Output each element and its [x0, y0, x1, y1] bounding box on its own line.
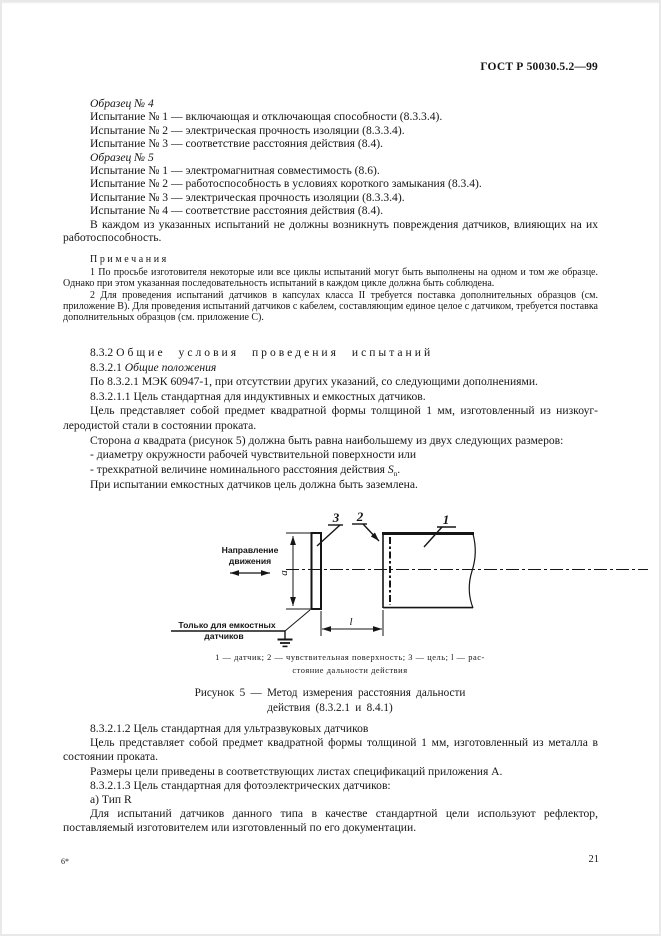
- paragraph-grounded: При испытании емкостных датчиков цель должна быть заземлена.: [90, 478, 418, 492]
- signature-mark: 6*: [61, 857, 69, 866]
- paragraph-target-sizes: Размеры цели приведены в соответствующих листах спецификаций приложения А.: [90, 764, 503, 778]
- direction-label-line1: Направление: [221, 545, 279, 555]
- dimension-l-label: l: [349, 616, 353, 628]
- sample-5-test-3: Испытание № 3 — электрическая прочность изоляции (8.3.3.4).: [90, 190, 405, 204]
- earth-ground-icon: [278, 631, 293, 646]
- page-number: 21: [588, 854, 599, 865]
- figure-caption-line1: Рисунок 5 — Метод измерения расстояния дальности: [194, 687, 466, 699]
- section-after-figure: [63, 722, 598, 836]
- paragraph-83213: 8.3.2.1.3 Цель стандартная для фотоэлектрических датчиков:: [90, 778, 391, 792]
- note-2: 2 Для проведения испытаний датчиков в капсулах класса II требуется поставка дополнительных образцов (см. приложение В). Для проведения испытаний датчиков с кабелем, составляющим единое целое с датчиком, требуется поставка дополнительных образцов (см. приложение С).: [63, 289, 598, 324]
- figure-legend-line1: 1 — датчик; 2 — чувствительная поверхность; 3 — цель; l — рас-: [215, 653, 485, 662]
- paragraph-target: Цель представляет собой предмет квадратной формы толщиной 1 мм, изготовленный из низкоуглеродистой стали в состоянии проката.: [63, 404, 598, 432]
- paragraph-reflector: Для испытаний датчиков данного типа в качестве стандартной цели используют рефлектор, поставляемый изготовителем или изготовленный по его документации.: [63, 807, 598, 835]
- figure5-diagram: [170, 503, 660, 653]
- dimension-a-label: a: [278, 570, 290, 576]
- sample-5-test-4: Испытание № 4 — соответствие расстояния действия (8.4).: [90, 204, 383, 218]
- section-832-block: [63, 346, 598, 493]
- subsection-title: Общие положения: [124, 360, 217, 374]
- ground-note-line1: Только для емкостных: [178, 620, 276, 630]
- samples-block: [63, 97, 598, 244]
- figure-legend: [90, 652, 610, 677]
- figure-caption: [80, 686, 580, 715]
- notes-heading: Примечания: [90, 254, 169, 265]
- paragraph-83211: 8.3.2.1.1 Цель стандартная для индуктивных и емкостных датчиков.: [90, 389, 426, 403]
- sample-5-title: Образец № 5: [90, 150, 154, 164]
- direction-annotation: [222, 545, 279, 573]
- list-item-triple: - трехкратной величине номинального расстояния действия $S_n$.: [90, 462, 401, 478]
- samples-conclusion: В каждом из указанных испытаний не должны возникнуть повреждения датчиков, влияющих на их работоспособность.: [63, 217, 598, 245]
- paragraph-side: Сторона а квадрата (рисунок 5) должна быть равна наибольшему из двух следующих размеров:: [90, 433, 564, 447]
- dimension-l: [321, 610, 383, 636]
- callout-2: [352, 509, 379, 541]
- section-title: Общие условия проведения испытаний: [116, 346, 434, 359]
- paragraph-83212: 8.3.2.1.2 Цель стандартная для ультразвуковых датчиков: [90, 722, 369, 735]
- section-heading-832: [63, 346, 598, 361]
- paragraph-metal-target: Цель представляет собой предмет квадратной формы толщиной 1 мм, изготовленный из металла в состоянии проката.: [63, 736, 598, 764]
- figure-caption-line2: действия (8.3.2.1 и 8.4.1): [267, 701, 393, 714]
- ground-annotation: [171, 610, 310, 646]
- dimension-a: [278, 533, 311, 609]
- paragraph-type-r: а) Тип R: [90, 793, 132, 807]
- note-1: 1 По просьбе изготовителя некоторые или все циклы испытаний могут быть выполнены на одном и том же образце. Однако при этом указанная последовательность испытаний в каждом цикле должна быть соблюдена.: [63, 267, 598, 290]
- sample-5-test-1: Испытание № 1 — электромагнитная совместимость (8.6).: [90, 164, 380, 178]
- ground-note-line2: датчиков: [204, 631, 244, 641]
- symbol-sn: S: [387, 462, 394, 476]
- direction-label-line2: движения: [228, 556, 272, 566]
- paragraph-iec: По 8.3.2.1 МЭК 60947-1, при отсутствии других указаний, со следующими дополнениями.: [90, 375, 538, 389]
- sample-4-test-3: Испытание № 3 — соответствие расстояния действия (8.4).: [90, 137, 383, 151]
- sample-5-test-2: Испытание № 2 — работоспособность в условиях короткого замыкания (8.3.4).: [90, 177, 482, 191]
- svg-text:3: 3: [332, 510, 340, 525]
- sample-4-test-1: Испытание № 1 — включающая и отключающая способности (8.3.3.4).: [90, 110, 443, 124]
- section-heading-8321: [63, 361, 598, 376]
- document-header-title: ГОСТ Р 50030.5.2—99: [480, 61, 598, 73]
- list-item-diameter: - диаметру окружности рабочей чувствительной поверхности или: [90, 448, 417, 462]
- sample-4-title: Образец № 4: [90, 97, 154, 110]
- subsection-number: 8.3.2.1: [90, 360, 122, 374]
- svg-text:2: 2: [356, 509, 364, 524]
- notes-block: [63, 254, 598, 323]
- svg-text:1: 1: [442, 512, 450, 527]
- figure-legend-line2: стояние дальности действия: [292, 665, 408, 675]
- sensor-shape: [382, 533, 475, 608]
- section-number: 8.3.2: [90, 346, 114, 359]
- variable-a: а: [134, 433, 140, 447]
- sample-4-test-2: Испытание № 2 — электрическая прочность изоляции (8.3.3.4).: [90, 123, 405, 137]
